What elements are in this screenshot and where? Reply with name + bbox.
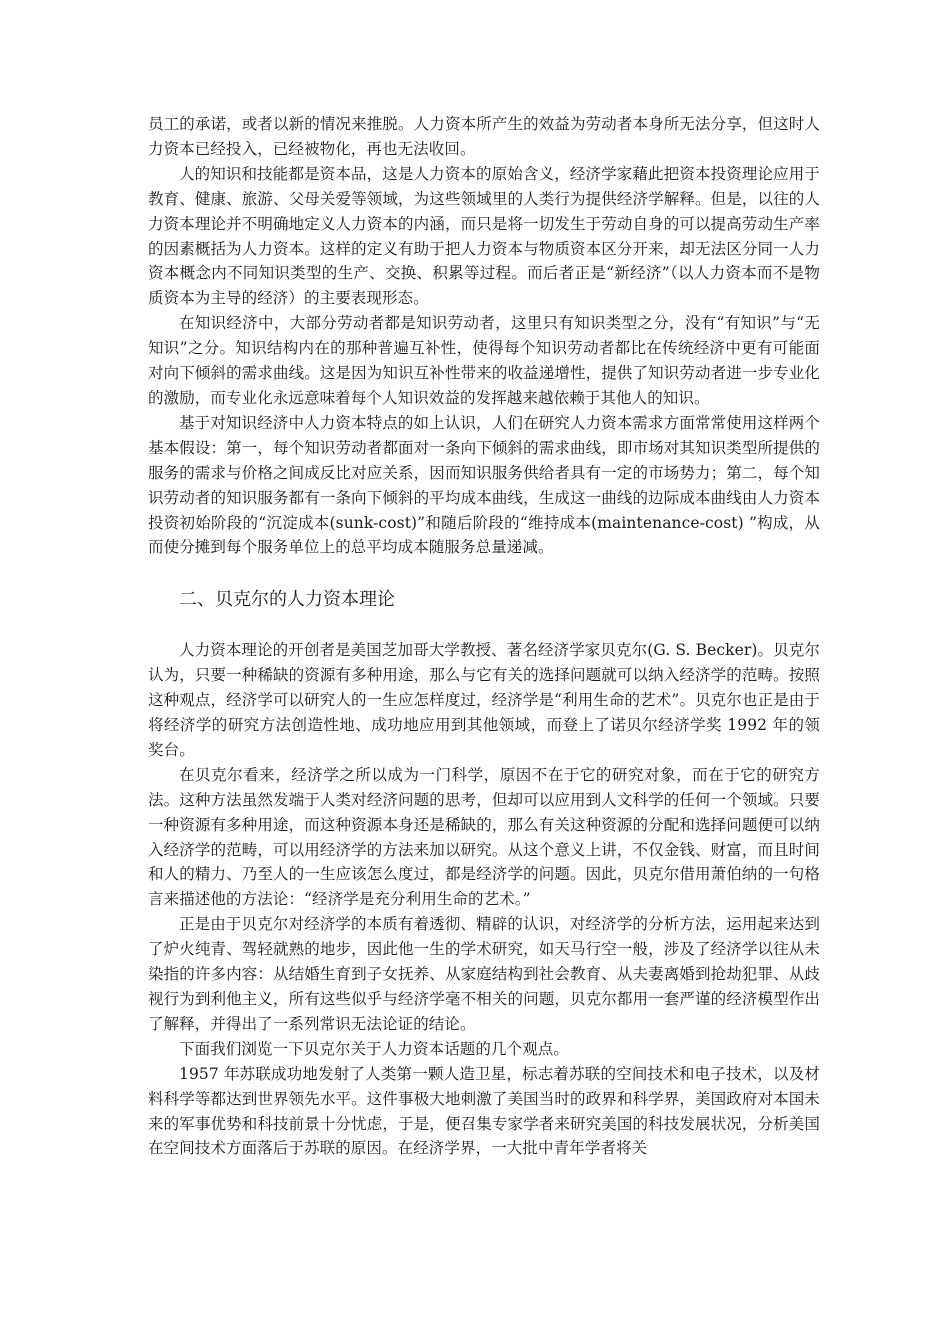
document-page: [148, 112, 820, 1161]
body-paragraph: 基于对知识经济中人力资本特点的如上认识，人们在研究人力资本需求方面常常使用这样两个基本假设：第一，每个知识劳动者都面对一条向下倾斜的需求曲线，即市场对其知识类型所提供的服务的需求与价格之间成反比对应关系，因而知识服务供给者具有一定的市场势力；第二，每个知识劳动者的知识服务都有一条向下倾斜的平均成本曲线，生成这一曲线的边际成本曲线由人力资本投资初始阶段的“沉淀成本(sunk-cost)”和随后阶段的“维持成本(maintenance-cost) ”构成，从而使分摊到每个服务单位上的总平均成本随服务总量递减。: [148, 413, 820, 557]
continuation-paragraph: 员工的承诺，或者以新的情况来推脱。人力资本所产生的效益为劳动者本身所无法分享，但这时人力资本已经投入，已经被物化，再也无法收回。: [148, 115, 820, 158]
body-paragraph: 在贝克尔看来，经济学之所以成为一门科学，原因不在于它的研究对象，而在于它的研究方法。这种方法虽然发端于人类对经济问题的思考，但却可以应用到人文科学的任何一个领域。只要一种资源有多种用途，而这种资源本身还是稀缺的，那么有关这种资源的分配和选择问题便可以纳入经济学的范畴，可以用经济学的方法来加以研究。从这个意义上讲，不仅金钱、财富，而且时间和人的精力、乃至人的一生应该怎么度过，都是经济学的问题。因此，贝克尔借用萧伯纳的一句格言来描述他的方法论：“经济学是充分利用生命的艺术。”: [148, 765, 820, 909]
body-paragraph: 人力资本理论的开创者是美国芝加哥大学教授、著名经济学家贝克尔(G. S. Becker)。贝克尔认为，只要一种稀缺的资源有多种用途，那么与它有关的选择问题就可以纳入经济学的范畴。按照这种观点，经济学可以研究人的一生应怎样度过，经济学是“利用生命的艺术”。贝克尔也正是由于将经济学的研究方法创造性地、成功地应用到其他领域，而登上了诺贝尔经济学奖 1992 年的领奖台。: [148, 641, 820, 759]
body-paragraph: 正是由于贝克尔对经济学的本质有着透彻、精辟的认识，对经济学的分析方法，运用起来达到了炉火纯青、驾轻就熟的地步，因此他一生的学术研究，如天马行空一般，涉及了经济学以往从未染指的许多内容：从结婚生育到子女抚养、从家庭结构到社会教育、从夫妻离婚到抢劫犯罪、从歧视行为到利他主义，所有这些似乎与经济学毫不相关的问题，贝克尔都用一套严谨的经济模型作出了解释，并得出了一系列常识无法论证的结论。: [148, 915, 820, 1033]
body-paragraph: 在知识经济中，大部分劳动者都是知识劳动者，这里只有知识类型之分，没有“有知识”与“无知识”之分。知识结构内在的那种普遍互补性，使得每个知识劳动者都比在传统经济中更有可能面对向下倾斜的需求曲线。这是因为知识互补性带来的收益递增性，提供了知识劳动者进一步专业化的激励，而专业化永远意味着每个人知识效益的发挥越来越依赖于其他人的知识。: [148, 314, 820, 407]
body-paragraph: 1957 年苏联成功地发射了人类第一颗人造卫星，标志着苏联的空间技术和电子技术，以及材料科学等都达到世界领先水平。这件事极大地刺激了美国当时的政界和科学界，美国政府对本国未来的军事优势和科技前景十分忧虑，于是，便召集专家学者来研究美国的科技发展状况，分析美国在空间技术方面落后于苏联的原因。在经济学界，一大批中青年学者将关: [148, 1064, 820, 1158]
body-paragraph: 人的知识和技能都是资本品，这是人力资本的原始含义，经济学家藉此把资本投资理论应用于教育、健康、旅游、父母关爱等领域，为这些领域里的人类行为提供经济学解释。但是，以往的人力资本理论并不明确地定义人力资本的内涵，而只是将一切发生于劳动自身的可以提高劳动生产率的因素概括为人力资本。这样的定义有助于把人力资本与物质资本区分开来，却无法区分同一人力资本概念内不同知识类型的生产、交换、积累等过程。而后者正是“新经济”（以人力资本而不是物质资本为主导的经济）的主要表现形态。: [148, 164, 820, 308]
section-heading: 二、贝克尔的人力资本理论: [179, 589, 395, 611]
body-paragraph: 下面我们浏览一下贝克尔关于人力资本话题的几个观点。: [179, 1039, 570, 1058]
